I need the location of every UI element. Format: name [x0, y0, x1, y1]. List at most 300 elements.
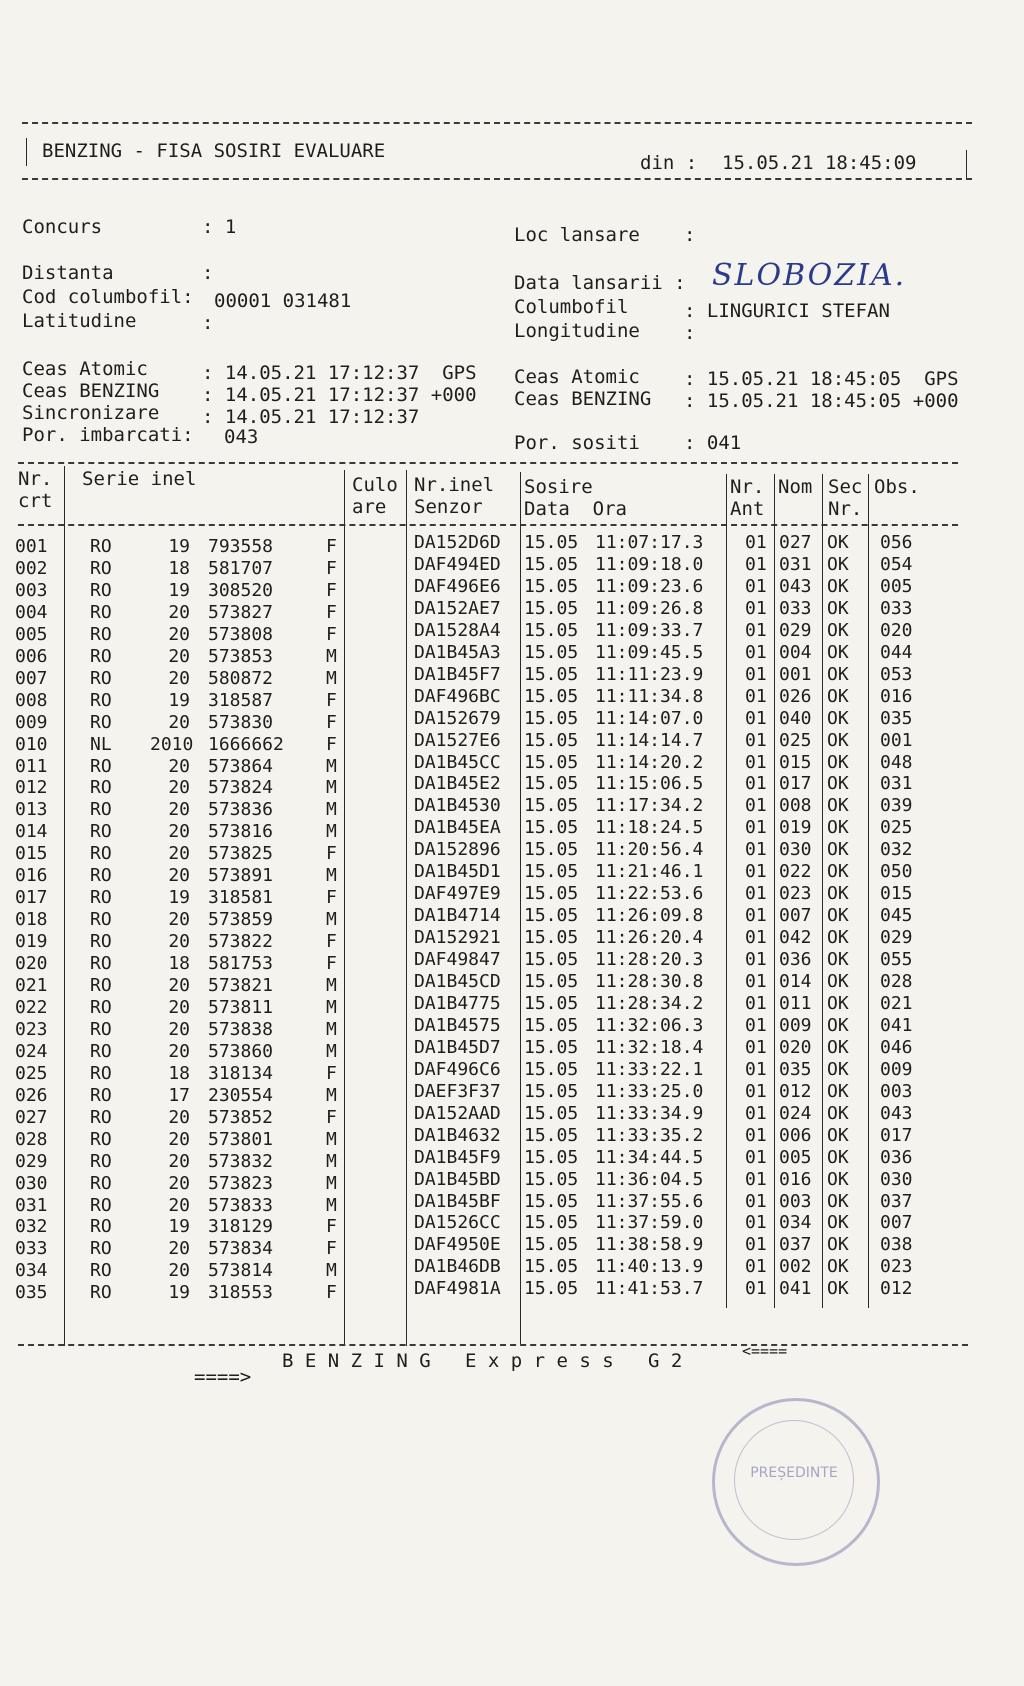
cell-obs: 043 — [880, 1102, 913, 1124]
cell-nr: 005 — [15, 623, 48, 645]
cell-nr: 011 — [15, 755, 48, 777]
cell-sex: F — [326, 623, 337, 645]
cell-ant: 01 — [745, 971, 767, 992]
data-lansarii-label: Data lansarii : — [514, 272, 686, 294]
cell-ant: 01 — [745, 619, 767, 641]
cell-time: 11:41:53.7 — [595, 1278, 704, 1300]
cell-cc: RO — [90, 557, 112, 579]
cell-nr: 017 — [15, 887, 48, 909]
cell-date: 15.05 — [524, 663, 579, 685]
cell-date: 15.05 — [524, 553, 579, 575]
cell-nom: 042 — [779, 927, 812, 949]
cell-ant: 01 — [745, 1212, 767, 1234]
arrived-value: : 041 — [684, 432, 742, 454]
cell-nom: 043 — [779, 575, 812, 597]
cell-obs: 041 — [880, 1014, 913, 1036]
cell-sex: M — [326, 821, 337, 843]
cell-sen: DA1B4575 — [414, 1014, 501, 1036]
cell-time: 11:20:56.4 — [595, 839, 704, 861]
cell-time: 11:15:06.5 — [595, 773, 704, 795]
cell-ant: 01 — [745, 663, 767, 685]
cell-nr: 013 — [15, 799, 48, 821]
cell-sec: OK — [827, 817, 849, 839]
table-bottom-rule — [18, 1344, 968, 1346]
cell-ant: 01 — [745, 597, 767, 619]
cell-cc: RO — [90, 1260, 112, 1282]
cell-yy: 20 — [168, 1018, 190, 1040]
table-row — [0, 1102, 1000, 1128]
col-culo-label: Culo — [352, 474, 398, 496]
cell-nr: 027 — [15, 1106, 48, 1128]
clock-benzing-value-left: : 14.05.21 17:12:37 +000 — [202, 384, 477, 406]
cell-time: 11:37:55.6 — [595, 1190, 704, 1212]
cell-sen: DA1B4714 — [414, 905, 501, 927]
longitudine-label: Longitudine — [514, 320, 640, 342]
cell-sec: OK — [827, 1278, 849, 1300]
clock-atomic-label-left: Ceas Atomic — [22, 358, 148, 380]
cell-date: 15.05 — [524, 1234, 579, 1256]
cell-ant: 01 — [745, 795, 767, 817]
cell-nr: 019 — [15, 931, 48, 953]
cell-cc: RO — [90, 975, 112, 996]
cell-sec: OK — [827, 1212, 849, 1234]
clock-atomic-value-right: : 15.05.21 18:45:05 GPS — [684, 368, 959, 390]
cell-nr: 010 — [15, 733, 48, 755]
cell-ring: 573852 — [208, 1106, 274, 1128]
cell-sex: F — [326, 953, 337, 975]
cell-nr: 026 — [15, 1084, 48, 1106]
table-row — [0, 1236, 1000, 1258]
cell-sen: DAEF3F37 — [414, 1080, 501, 1102]
footer-brand: B E N Z I N G E x p r e s s G 2 — [282, 1350, 683, 1372]
cell-sex: F — [326, 887, 337, 909]
cell-time: 11:33:35.2 — [595, 1124, 704, 1146]
table-row — [0, 1036, 1000, 1062]
cell-nr: 029 — [15, 1150, 48, 1172]
cell-sex: F — [326, 1106, 337, 1128]
cell-sec: OK — [827, 597, 849, 619]
cell-cc: RO — [90, 689, 112, 711]
cell-nom: 026 — [779, 685, 812, 707]
cell-sen: DA1B45F7 — [414, 663, 501, 685]
cell-obs: 037 — [880, 1190, 913, 1212]
cell-sex: F — [326, 1216, 337, 1238]
cell-cc: RO — [90, 1018, 112, 1040]
sync-value: : 14.05.21 17:12:37 — [202, 406, 420, 428]
cell-obs: 028 — [880, 971, 913, 992]
cell-ring: 318587 — [208, 689, 274, 711]
cell-sec: OK — [827, 839, 849, 861]
cell-yy: 20 — [168, 711, 190, 733]
cell-cc: RO — [90, 777, 112, 799]
cell-sec: OK — [827, 1256, 849, 1278]
cell-sex: M — [326, 799, 337, 821]
cell-sen: DAF49847 — [414, 949, 501, 971]
cell-yy: 20 — [168, 1172, 190, 1194]
cell-ant: 01 — [745, 751, 767, 773]
cell-obs: 015 — [880, 883, 913, 905]
stamp-text: PREȘEDINTE — [750, 1465, 838, 1481]
cell-cc: RO — [90, 1150, 112, 1172]
cell-cc: RO — [90, 1084, 112, 1106]
cell-ant: 01 — [745, 1014, 767, 1036]
cell-ring: 573814 — [208, 1260, 274, 1282]
cell-obs: 039 — [880, 795, 913, 817]
latitudine-label: Latitudine — [22, 310, 137, 332]
cell-ring: 318553 — [208, 1282, 274, 1304]
cell-sen: DA1B45A3 — [414, 641, 501, 663]
cell-ring: 573824 — [208, 777, 274, 799]
col-obs-label: Obs. — [874, 476, 920, 498]
cell-cc: RO — [90, 1106, 112, 1128]
cell-ant: 01 — [745, 992, 767, 1014]
cell-sen: DAF497E9 — [414, 883, 501, 905]
cell-obs: 053 — [880, 663, 913, 685]
table-row — [0, 951, 1000, 973]
col-sosire-label: Sosire — [524, 476, 593, 498]
cell-time: 11:09:45.5 — [595, 641, 704, 663]
cell-nom: 014 — [779, 971, 812, 992]
cell-ring: 573808 — [208, 623, 274, 645]
cell-nr: 016 — [15, 865, 48, 887]
cell-sec: OK — [827, 532, 849, 553]
cell-sex: F — [326, 711, 337, 733]
cell-sec: OK — [827, 773, 849, 795]
table-row — [0, 775, 1000, 797]
cell-ant: 01 — [745, 1146, 767, 1168]
cell-sec: OK — [827, 883, 849, 905]
cell-time: 11:09:33.7 — [595, 619, 704, 641]
cell-sec: OK — [827, 927, 849, 949]
cell-time: 11:33:22.1 — [595, 1058, 704, 1080]
table-row — [0, 863, 1000, 885]
cell-cc: RO — [90, 1062, 112, 1084]
table-row — [0, 729, 1000, 755]
cell-time: 11:26:09.8 — [595, 905, 704, 927]
cell-ant: 01 — [745, 1058, 767, 1080]
cell-time: 11:33:34.9 — [595, 1102, 704, 1124]
cell-sex: M — [326, 1150, 337, 1172]
print-date-label: din : — [640, 152, 698, 174]
col-serie-label: Serie inel — [82, 468, 197, 490]
cell-ring: 573832 — [208, 1150, 274, 1172]
cell-yy: 20 — [168, 1194, 190, 1216]
cell-yy: 20 — [168, 1040, 190, 1062]
cell-sec: OK — [827, 1014, 849, 1036]
cell-cc: RO — [90, 1128, 112, 1150]
cell-nr: 021 — [15, 975, 48, 996]
col-dataora-label: Data Ora — [524, 498, 627, 520]
cell-yy: 20 — [168, 996, 190, 1018]
cell-obs: 007 — [880, 1212, 913, 1234]
cell-sec: OK — [827, 707, 849, 729]
cell-yy: 20 — [168, 843, 190, 865]
cell-nom: 037 — [779, 1234, 812, 1256]
cell-ring: 573827 — [208, 601, 274, 623]
cell-obs: 030 — [880, 1168, 913, 1190]
cell-nr: 020 — [15, 953, 48, 975]
clock-atomic-value-left: : 14.05.21 17:12:37 GPS — [202, 362, 477, 384]
cell-nom: 012 — [779, 1080, 812, 1102]
col-nom-label: Nom — [778, 476, 813, 498]
cell-time: 11:14:07.0 — [595, 707, 704, 729]
cell-yy: 20 — [168, 799, 190, 821]
cell-ring: 581707 — [208, 557, 274, 579]
cell-sex: F — [326, 733, 337, 755]
cell-obs: 054 — [880, 553, 913, 575]
cell-yy: 19 — [168, 1216, 190, 1238]
cell-sec: OK — [827, 1058, 849, 1080]
cell-cc: RO — [90, 667, 112, 689]
cell-ring: 230554 — [208, 1084, 274, 1106]
cell-ring: 573833 — [208, 1194, 274, 1216]
cell-ring: 573816 — [208, 821, 274, 843]
cell-date: 15.05 — [524, 532, 579, 553]
cell-nr: 003 — [15, 579, 48, 601]
cell-time: 11:14:20.2 — [595, 751, 704, 773]
cell-obs: 021 — [880, 992, 913, 1014]
cell-ring: 573825 — [208, 843, 274, 865]
clock-benzing-value-right: : 15.05.21 18:45:05 +000 — [684, 390, 959, 412]
cell-time: 11:09:26.8 — [595, 597, 704, 619]
cell-sex: M — [326, 909, 337, 931]
cell-nr: 033 — [15, 1238, 48, 1260]
cell-nr: 014 — [15, 821, 48, 843]
cell-sec: OK — [827, 1080, 849, 1102]
cell-ring: 573859 — [208, 909, 274, 931]
table-row — [0, 597, 1000, 623]
cell-obs: 045 — [880, 905, 913, 927]
cell-ring: 318581 — [208, 887, 274, 909]
cell-ant: 01 — [745, 773, 767, 795]
latitudine-value: : — [202, 312, 214, 334]
cell-nom: 003 — [779, 1190, 812, 1212]
cell-nom: 025 — [779, 729, 812, 751]
cell-yy: 20 — [168, 1238, 190, 1260]
cell-cc: RO — [90, 601, 112, 623]
concurs-label: Concurs — [22, 216, 103, 238]
cell-cc: RO — [90, 887, 112, 909]
cell-date: 15.05 — [524, 597, 579, 619]
cell-ring: 318129 — [208, 1216, 274, 1238]
cell-ant: 01 — [745, 641, 767, 663]
cell-cc: RO — [90, 1040, 112, 1062]
cell-sex: M — [326, 645, 337, 667]
cell-nr: 032 — [15, 1216, 48, 1238]
cell-sen: DA1526CC — [414, 1212, 501, 1234]
clock-benzing-label-right: Ceas BENZING — [514, 388, 652, 410]
cell-yy: 20 — [168, 975, 190, 996]
cell-ring: 573834 — [208, 1238, 274, 1260]
cell-sex: M — [326, 1040, 337, 1062]
cell-ant: 01 — [745, 1190, 767, 1212]
cell-ant: 01 — [745, 883, 767, 905]
cell-obs: 056 — [880, 532, 913, 553]
cell-yy: 20 — [168, 931, 190, 953]
cell-date: 15.05 — [524, 795, 579, 817]
cell-nr: 009 — [15, 711, 48, 733]
cell-yy: 20 — [168, 1150, 190, 1172]
cell-ant: 01 — [745, 817, 767, 839]
cell-ring: 573838 — [208, 1018, 274, 1040]
cell-time: 11:28:30.8 — [595, 971, 704, 992]
cell-cc: RO — [90, 865, 112, 887]
cell-sex: M — [326, 1172, 337, 1194]
loc-lansare-label: Loc lansare — [514, 224, 640, 246]
cell-sex: M — [326, 1128, 337, 1150]
table-row — [0, 1214, 1000, 1236]
cell-sen: DA1B46DB — [414, 1256, 501, 1278]
cell-time: 11:28:20.3 — [595, 949, 704, 971]
columbofil-label: Columbofil — [514, 296, 629, 318]
cell-nom: 008 — [779, 795, 812, 817]
cell-date: 15.05 — [524, 641, 579, 663]
cell-date: 15.05 — [524, 751, 579, 773]
cell-yy: 20 — [168, 1106, 190, 1128]
cell-time: 11:11:23.9 — [595, 663, 704, 685]
cell-nom: 019 — [779, 817, 812, 839]
cell-ant: 01 — [745, 905, 767, 927]
cell-date: 15.05 — [524, 971, 579, 992]
cell-sex: F — [326, 536, 337, 557]
cell-sec: OK — [827, 553, 849, 575]
cell-sex: F — [326, 1282, 337, 1304]
col-are-label: are — [352, 496, 387, 518]
cell-time: 11:09:18.0 — [595, 553, 704, 575]
cell-nom: 031 — [779, 553, 812, 575]
cell-sec: OK — [827, 1234, 849, 1256]
cell-yy: 20 — [168, 667, 190, 689]
cell-time: 11:22:53.6 — [595, 883, 704, 905]
arrived-label: Por. sositi — [514, 432, 640, 454]
cell-time: 11:34:44.5 — [595, 1146, 704, 1168]
cell-sec: OK — [827, 949, 849, 971]
col-nrant-label: Nr. — [730, 476, 765, 498]
cell-obs: 046 — [880, 1036, 913, 1058]
cell-ant: 01 — [745, 685, 767, 707]
cell-obs: 055 — [880, 949, 913, 971]
cell-sen: DA1B4632 — [414, 1124, 501, 1146]
cell-time: 11:07:17.3 — [595, 532, 704, 553]
cell-date: 15.05 — [524, 1102, 579, 1124]
table-row — [0, 707, 1000, 733]
cell-yy: 19 — [168, 579, 190, 601]
table-row — [0, 992, 1000, 1018]
cell-date: 15.05 — [524, 905, 579, 927]
cell-ant: 01 — [745, 707, 767, 729]
col-secnr-label: Nr. — [828, 498, 863, 520]
table-row — [0, 841, 1000, 863]
cell-ant: 01 — [745, 1168, 767, 1190]
cell-ant: 01 — [745, 1102, 767, 1124]
cell-sen: DA1B45BF — [414, 1190, 501, 1212]
cell-obs: 016 — [880, 685, 913, 707]
table-row — [0, 1124, 1000, 1150]
distanta-label: Distanta — [22, 262, 114, 284]
cod-columbofil-label: Cod columbofil: — [22, 286, 194, 308]
cell-sex: F — [326, 931, 337, 953]
cell-date: 15.05 — [524, 927, 579, 949]
cell-nom: 033 — [779, 597, 812, 619]
cell-nom: 005 — [779, 1146, 812, 1168]
cell-yy: 19 — [168, 689, 190, 711]
table-row — [0, 553, 1000, 579]
columbofil-value: : LINGURICI STEFAN — [684, 300, 890, 322]
cell-cc: RO — [90, 623, 112, 645]
cod-columbofil-value: 00001 031481 — [214, 290, 352, 312]
cell-ring: 318134 — [208, 1062, 274, 1084]
cell-nom: 001 — [779, 663, 812, 685]
cell-ring: 573801 — [208, 1128, 274, 1150]
cell-nr: 023 — [15, 1018, 48, 1040]
cell-date: 15.05 — [524, 1212, 579, 1234]
cell-nom: 011 — [779, 992, 812, 1014]
cell-nr: 015 — [15, 843, 48, 865]
cell-cc: RO — [90, 821, 112, 843]
cell-cc: RO — [90, 645, 112, 667]
cell-yy: 20 — [168, 1128, 190, 1150]
cell-sex: M — [326, 1084, 337, 1106]
cell-sex: F — [326, 689, 337, 711]
cell-obs: 009 — [880, 1058, 913, 1080]
cell-date: 15.05 — [524, 1168, 579, 1190]
table-row — [0, 929, 1000, 951]
cell-sec: OK — [827, 1168, 849, 1190]
cell-date: 15.05 — [524, 729, 579, 751]
cell-sec: OK — [827, 641, 849, 663]
cell-nom: 041 — [779, 1278, 812, 1300]
cell-date: 15.05 — [524, 1036, 579, 1058]
cell-time: 11:21:46.1 — [595, 861, 704, 883]
embarked-label: Por. imbarcati: — [22, 424, 194, 446]
cell-cc: RO — [90, 953, 112, 975]
cell-sen: DA152896 — [414, 839, 501, 861]
cell-date: 15.05 — [524, 575, 579, 597]
cell-sex: F — [326, 1062, 337, 1084]
header-bottom-rule — [22, 178, 972, 180]
cell-sec: OK — [827, 992, 849, 1014]
table-row — [0, 1168, 1000, 1194]
cell-nr: 006 — [15, 645, 48, 667]
cell-nom: 020 — [779, 1036, 812, 1058]
cell-obs: 029 — [880, 927, 913, 949]
cell-sen: DA1B4530 — [414, 795, 501, 817]
cell-ant: 01 — [745, 949, 767, 971]
cell-cc: RO — [90, 1172, 112, 1194]
cell-ring: 573821 — [208, 975, 274, 996]
cell-yy: 20 — [168, 623, 190, 645]
cell-sen: DA1B45BD — [414, 1168, 501, 1190]
cell-time: 11:33:25.0 — [595, 1080, 704, 1102]
cell-time: 11:28:34.2 — [595, 992, 704, 1014]
cell-sec: OK — [827, 1190, 849, 1212]
cell-sex: M — [326, 975, 337, 996]
cell-sen: DAF4950E — [414, 1234, 501, 1256]
table-row — [0, 685, 1000, 711]
cell-nom: 029 — [779, 619, 812, 641]
cell-nr: 025 — [15, 1062, 48, 1084]
cell-yy: 18 — [168, 953, 190, 975]
cell-nom: 004 — [779, 641, 812, 663]
table-row — [0, 797, 1000, 819]
cell-time: 11:37:59.0 — [595, 1212, 704, 1234]
table-row — [0, 819, 1000, 841]
table-row — [0, 1258, 1000, 1280]
table-row — [0, 663, 1000, 689]
cell-obs: 025 — [880, 817, 913, 839]
longitudine-value: : — [684, 322, 696, 344]
cell-nr: 007 — [15, 667, 48, 689]
